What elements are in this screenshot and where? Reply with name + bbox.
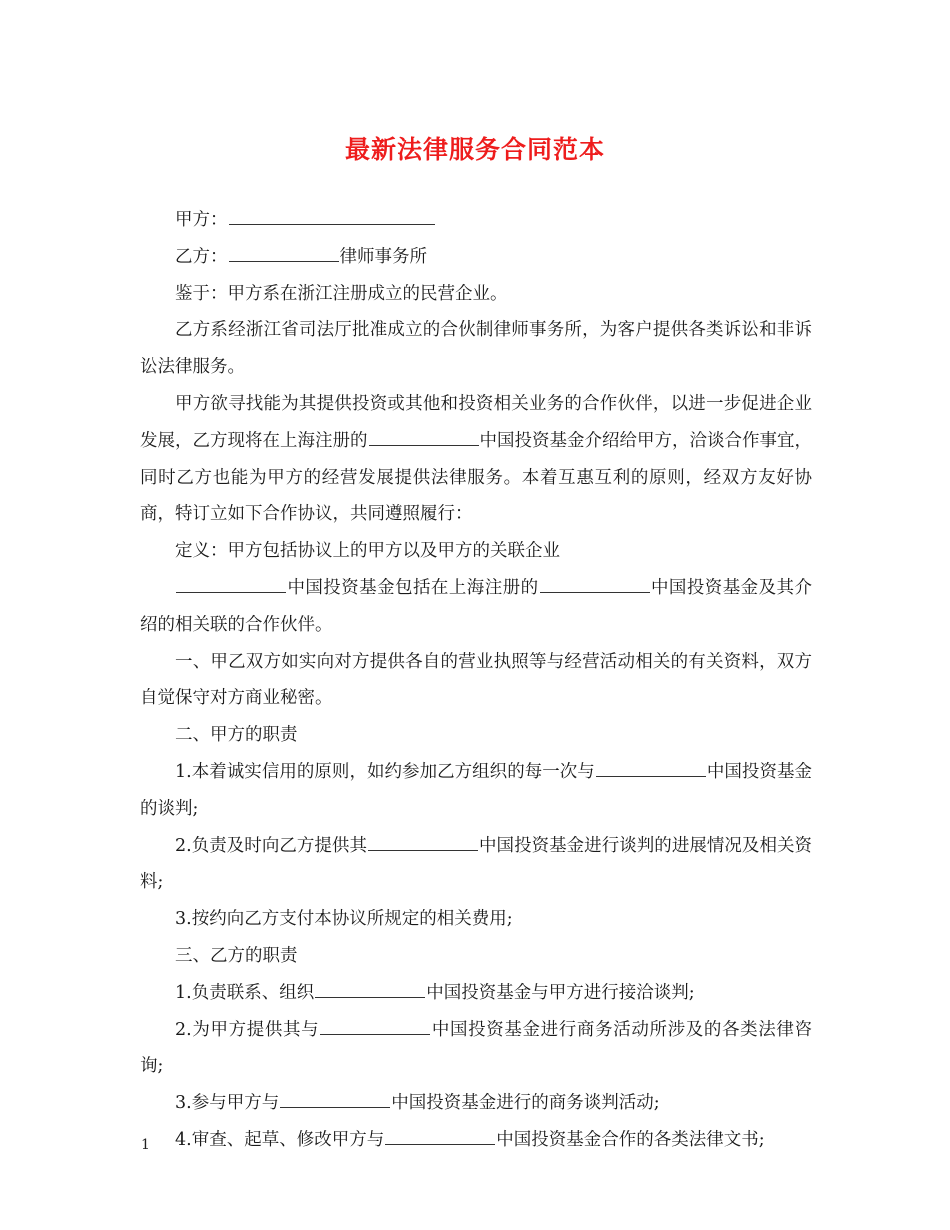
s2-item1-part-a: 1.本着诚实信用的原则，如约参加乙方组织的每一次与 <box>175 761 595 782</box>
s3-item3-part-a: 3.参与甲方与 <box>175 1093 280 1114</box>
recital-3 <box>140 386 812 533</box>
fund-name-blank <box>596 758 706 777</box>
party-a-blank <box>229 206 435 225</box>
section-2-item-2 <box>140 828 812 902</box>
document-body <box>140 202 812 1159</box>
s3-item4-part-b: 中国投资基金合作的各类法律文书; <box>496 1129 765 1150</box>
clause-1: 一、甲乙双方如实向对方提供各自的营业执照等与经营活动相关的有关资料，双方自觉保守对方商业秘密。 <box>140 651 812 709</box>
fund-name-blank <box>540 574 650 593</box>
recital-1: 鉴于：甲方系在浙江注册成立的民营企业。 <box>175 283 508 304</box>
page-number: 1 <box>141 1137 150 1153</box>
party-a-label: 甲方： <box>175 210 228 230</box>
fund-name-blank <box>315 978 425 997</box>
party-b-line <box>140 239 812 276</box>
definition-2 <box>140 570 812 644</box>
fund-name-blank <box>280 1089 390 1108</box>
definition-2-part-a: 中国投资基金包括在上海注册的 <box>287 577 539 598</box>
recital-3-part-b: 中国投资基金介绍给甲方，洽谈合作事宜，同时乙方也能为甲方的经营发展提供法律服务。本着互惠互利的原则，经双方友好协商，特订立如下合作协议，共同遵照履行： <box>140 430 812 525</box>
s2-item2-part-b: 中国投资基金进行谈判的进展情况及相关资料; <box>140 835 813 893</box>
recital-3-part-a: 甲方欲寻找能为其提供投资或其他和投资相关业务的合作伙伴，以进一步促进企业发展，乙方现将在上海注册的 <box>140 393 812 451</box>
s3-item4-part-a: 4.审查、起草、修改甲方与 <box>175 1129 385 1150</box>
fund-name-blank <box>176 574 286 593</box>
section-3-item-1 <box>140 975 812 1012</box>
fund-name-blank <box>385 1126 495 1145</box>
party-b-label: 乙方： <box>175 246 228 267</box>
s2-item1-part-b: 中国投资基金的谈判; <box>140 761 813 819</box>
s3-item2-part-a: 2.为甲方提供其与 <box>175 1019 320 1040</box>
party-b-suffix: 律师事务所 <box>339 246 427 267</box>
s3-item1-part-a: 1.负责联系、组织 <box>175 982 315 1003</box>
document-title: 最新法律服务合同范本 <box>344 135 605 164</box>
section-3-item-3 <box>140 1085 812 1122</box>
fund-name-blank <box>320 1015 430 1034</box>
s2-item2-part-a: 2.负责及时向乙方提供其 <box>175 835 367 856</box>
s3-item1-part-b: 中国投资基金与甲方进行接洽谈判; <box>426 982 695 1003</box>
fund-name-blank <box>369 426 479 445</box>
fund-name-blank <box>368 831 478 850</box>
s3-item2-part-b: 中国投资基金进行商务活动所涉及的各类法律咨询; <box>140 1019 812 1077</box>
definition-2-part-b: 中国投资基金及其介绍的相关联的合作伙伴。 <box>140 577 812 635</box>
recital-2: 乙方系经浙江省司法厅批准成立的合伙制律师事务所，为客户提供各类诉讼和非诉讼法律服务。 <box>140 320 812 378</box>
section-3-item-4 <box>140 1122 812 1159</box>
section-3-item-2 <box>140 1012 812 1086</box>
party-b-blank <box>229 242 339 261</box>
section-3-heading: 三、乙方的职责 <box>175 945 298 966</box>
section-2-heading: 二、甲方的职责 <box>175 725 298 746</box>
definition-1: 定义：甲方包括协议上的甲方以及甲方的关联企业 <box>175 541 560 562</box>
section-2-item-3: 3.按约向乙方支付本协议所规定的相关费用; <box>175 909 513 930</box>
section-2-item-1 <box>140 754 812 828</box>
s3-item3-part-b: 中国投资基金进行的商务谈判活动; <box>391 1093 660 1114</box>
party-a-line <box>140 202 812 239</box>
